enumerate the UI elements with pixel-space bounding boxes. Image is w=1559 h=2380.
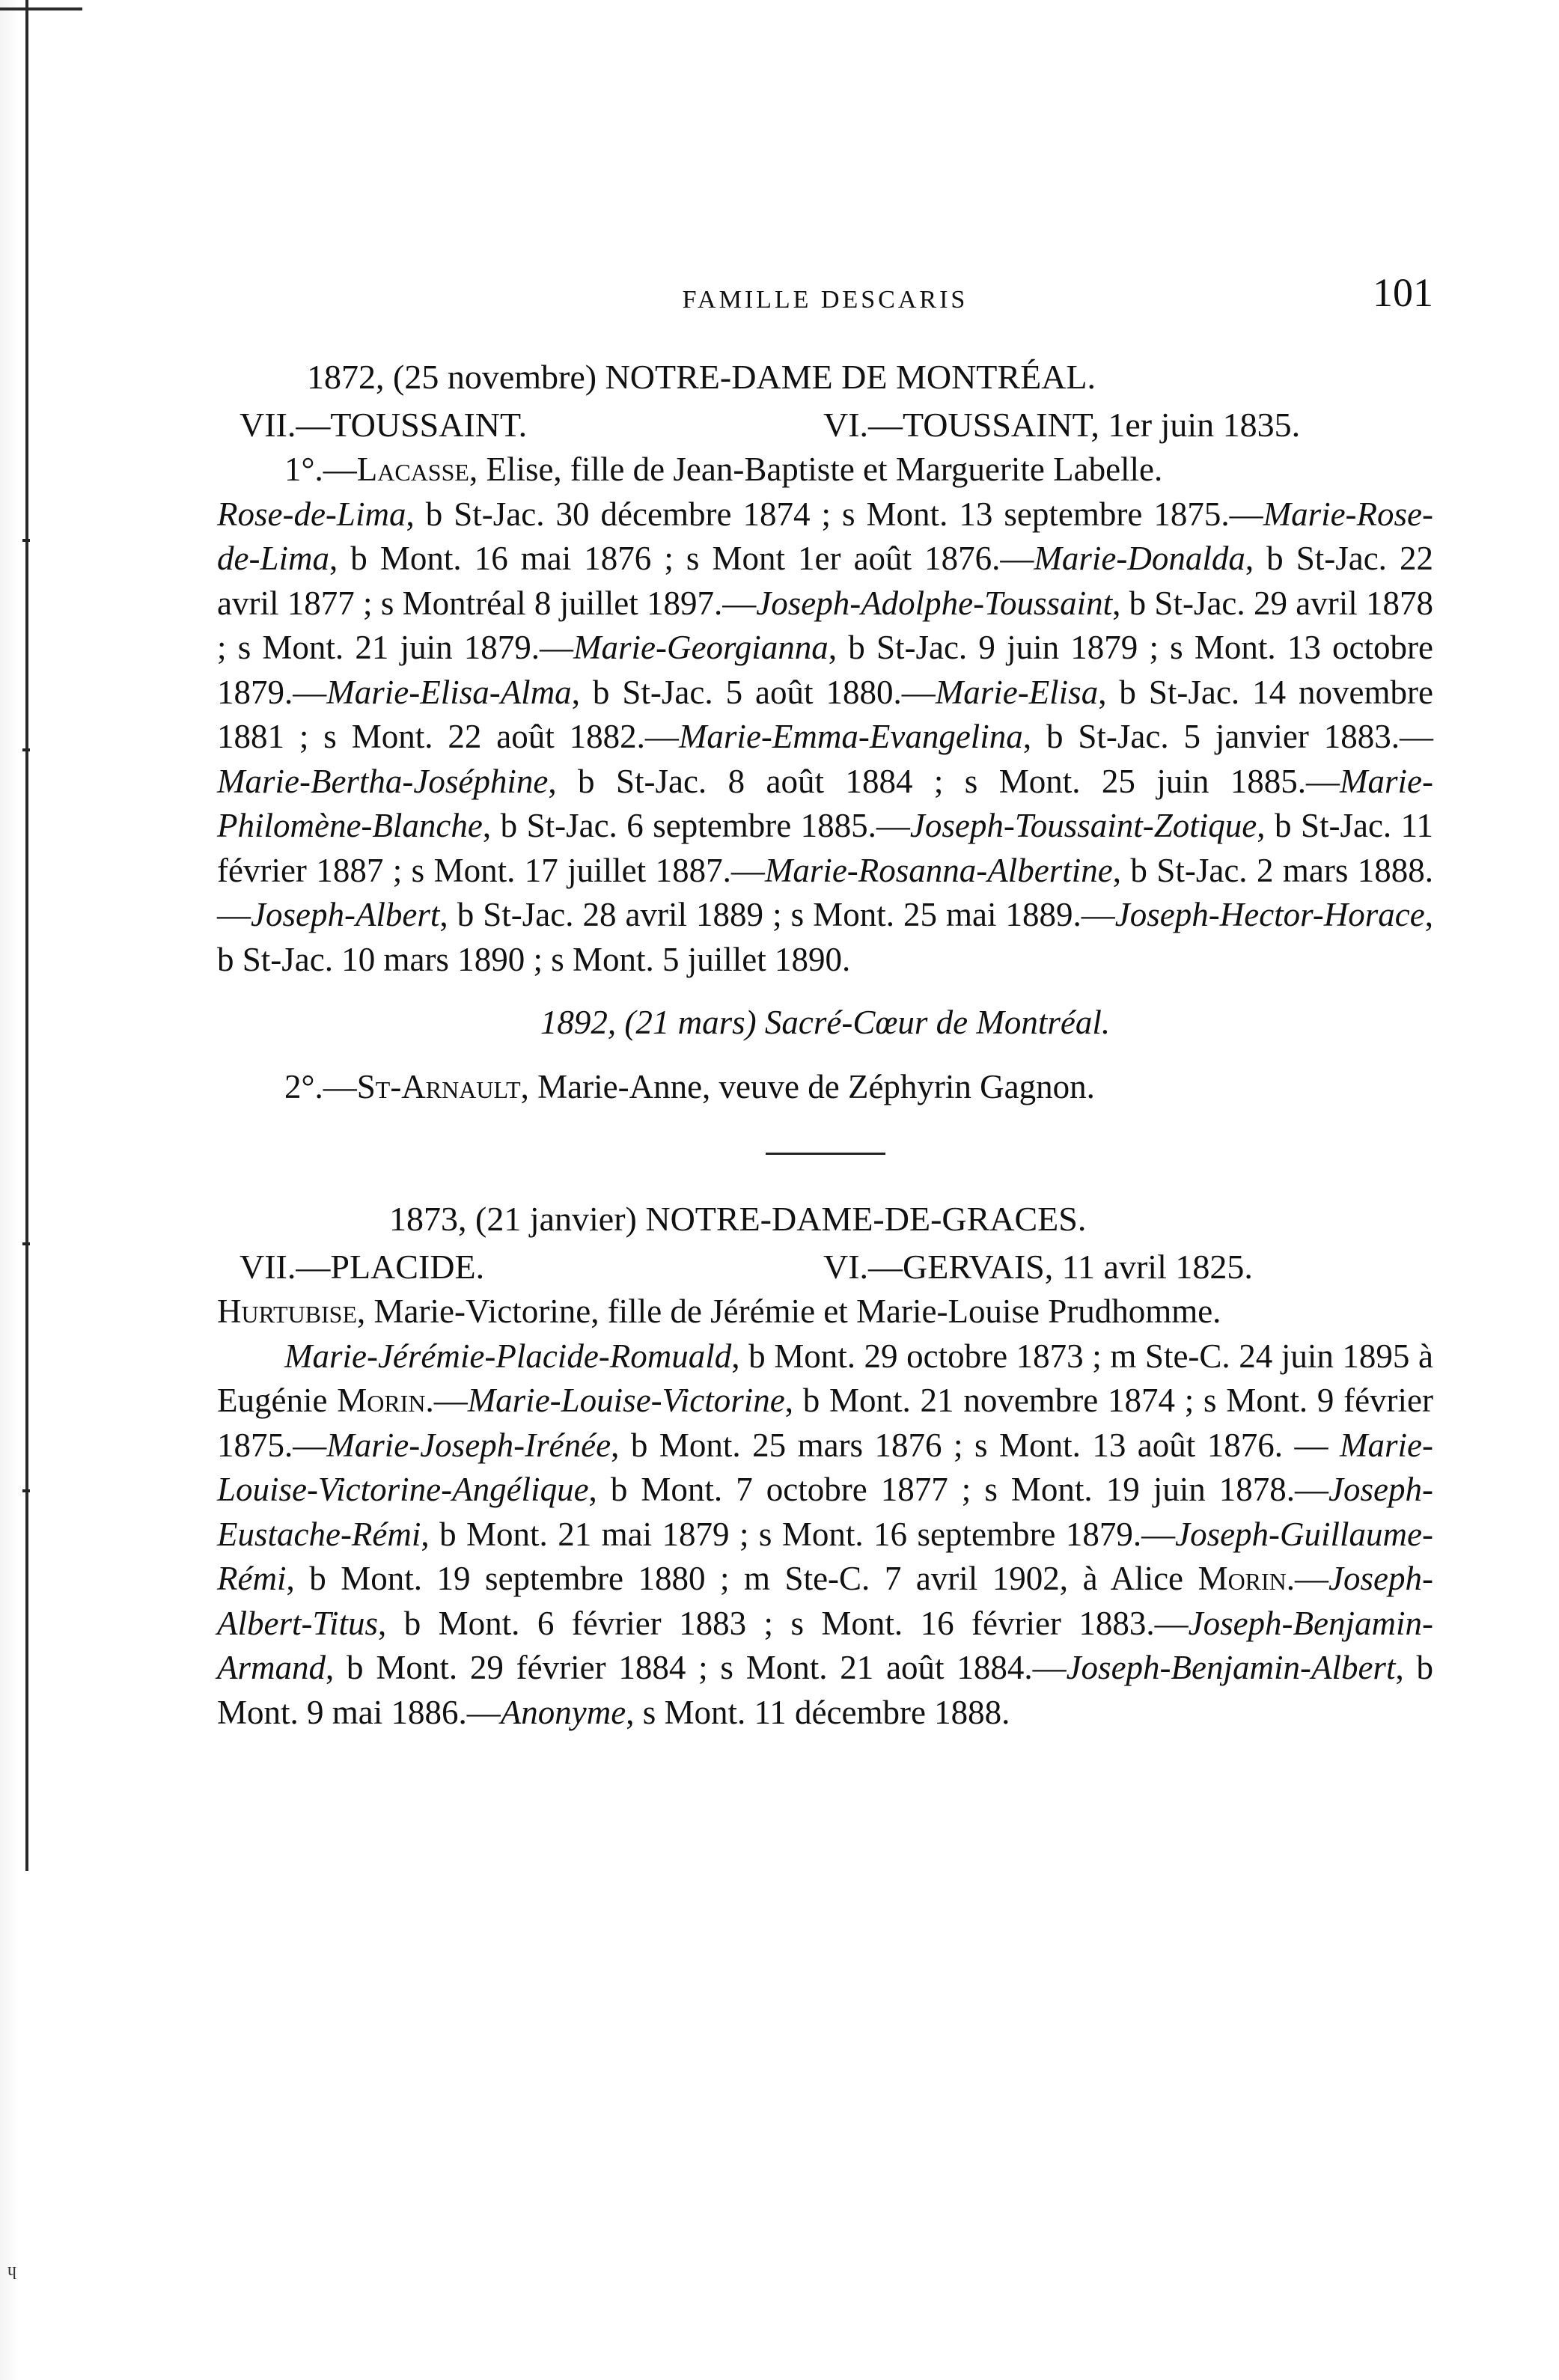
second-spouse [217,1064,1433,1109]
spouse-details: , Marie-Victorine, fille de Jérémie et Marie-Louise Prudhomme. [357,1293,1221,1330]
child-name: Marie-Emma-Evangelina [678,718,1023,755]
second-spouse-details: , Marie-Anne, veuve de Zéphyrin Gagnon. [520,1068,1095,1105]
child-name: Marie-Joseph-Irénée [326,1426,611,1464]
child-name: Marie-Louise-Victorine-Angélique [217,1426,1433,1508]
child-name: Rose-de-Lima [217,495,406,533]
generation-husband: VII.—PLACIDE. [240,1248,485,1286]
page-number: 101 [1373,270,1433,315]
child-details: , b St-Jac. 11 février 1887 ; s Mont. 17 juillet 1887.— [217,807,1433,889]
child-details: , b St-Jac. 5 janvier 1883.— [1022,718,1433,755]
child-name: Marie-Donalda [1034,540,1245,577]
scan-edge-tick [22,1489,30,1492]
generation-line [217,1245,1433,1290]
marriage-heading: 1873, (21 janvier) NOTRE-DAME-DE-GRACES. [389,1200,1087,1238]
scan-edge-tick [22,1242,30,1245]
child-name: Marie-Philomène-Blanche [217,762,1433,844]
child-details: , b St-Jac. 2 mars 1888.— [217,851,1434,933]
child-details: , b St-Jac. 6 septembre 1885.— [482,807,910,844]
child-details: , b St-Jac. 5 août 1880.— [571,673,936,711]
child-name: Joseph-Guillaume-Rémi [217,1515,1433,1597]
child-name: Joseph-Albert [251,896,440,933]
children-entry [217,1334,1433,1736]
child-name: Joseph-Benjamin-Albert [1066,1649,1396,1686]
child-name: Joseph-Benjamin-Armand [217,1604,1433,1686]
spouse-surname: Lacasse [356,451,469,488]
generation-line [217,403,1433,448]
child-details: , b St-Jac. 30 décembre 1874 ; s Mont. 13 septembre 1875.— [406,495,1263,533]
spouse-prefix: 1°.— [284,451,357,488]
child-name: Joseph-Eustache-Rémi [217,1471,1433,1553]
child-name: Marie-Elisa [935,673,1099,711]
child-details: , b St-Jac. 10 mars 1890 ; s Mont. 5 juillet 1890. [217,896,1433,978]
page-header [217,269,1433,329]
child-details: , b Mont. 19 septembre 1880 ; m Ste-C. 7 avril 1902, à Alice [286,1560,1198,1597]
second-spouse-surname: St-Arnault [356,1068,521,1105]
generation-husband: VII.—TOUSSAINT. [240,406,528,444]
scan-edge-line [25,0,28,1871]
child-details: , b Mont. 25 mars 1876 ; s Mont. 13 août 1876. — [611,1426,1340,1464]
scan-edge-mark: ɥ [7,2260,16,2280]
generation-father: VI.—TOUSSAINT, 1er juin 1835. [823,406,1301,444]
child-name: Joseph-Adolphe-Toussaint [756,584,1113,622]
spouse-surname: Morin [337,1382,426,1419]
scan-edge-top-line [0,7,82,10]
generation-father: VI.—GERVAIS, 11 avril 1825. [823,1248,1253,1286]
running-head: FAMILLE DESCARIS [682,286,968,314]
spouse-surname: Morin [1198,1560,1287,1597]
child-name: Anonyme [500,1693,626,1731]
child-details: , b Mont. 7 octobre 1877 ; s Mont. 19 juin 1878.— [588,1471,1329,1508]
book-page [217,269,1433,1735]
child-details: , s Mont. 11 décembre 1888. [626,1693,1010,1731]
child-details: , b Mont. 16 mai 1876 ; s Mont 1er août 1876.— [329,540,1034,577]
child-name: Joseph-Hector-Horace [1114,896,1425,933]
child-details: , b Mont. 9 mai 1886.— [217,1649,1433,1731]
child-details: , b Mont. 6 février 1883 ; s Mont. 16 février 1883.— [378,1604,1189,1642]
child-name: Marie-Rosanna-Albertine [764,851,1113,889]
scan-edge-tick [22,748,30,751]
child-name: Marie-Rose-de-Lima [217,495,1433,577]
child-details: , b St-Jac. 14 novembre 1881 ; s Mont. 22 août 1882.— [217,673,1433,755]
section-divider [766,1153,885,1155]
child-details: .— [425,1382,468,1419]
child-name: Joseph-Toussaint-Zotique [909,807,1257,844]
child-details: , b Mont. 21 mai 1879 ; s Mont. 16 septembre 1879.— [421,1515,1176,1553]
child-details: , b Mont. 21 novembre 1874 ; s Mont. 9 février 1875.— [217,1382,1433,1464]
child-details: , b St-Jac. 22 avril 1877 ; s Montréal 8 juillet 1897.— [217,540,1433,622]
remarriage-line: 1892, (21 mars) Sacré-Cœur de Montréal. [540,1004,1111,1041]
child-details: , b St-Jac. 28 avril 1889 ; s Mont. 25 mai 1889.— [439,896,1115,933]
child-name: Marie-Bertha-Joséphine [217,762,549,800]
scan-edge-tick [22,539,30,542]
child-name: Marie-Jérémie-Placide-Romuald [284,1337,732,1375]
child-details: , b Mont. 29 février 1884 ; s Mont. 21 août 1884.— [326,1649,1067,1686]
child-name: Marie-Louise-Victorine [467,1382,785,1419]
child-details: .— [1286,1560,1329,1597]
child-details: , b St-Jac. 29 avril 1878 ; s Mont. 21 juin 1879.— [217,584,1433,666]
child-name: Joseph-Albert-Titus [217,1560,1433,1642]
child-details: , b St-Jac. 9 juin 1879 ; s Mont. 13 octobre 1879.— [217,629,1433,711]
scan-margin [0,0,19,2380]
second-spouse-prefix: 2°.— [284,1068,357,1105]
spouse-surname: Hurtubise [217,1293,358,1330]
family-entry [217,448,1433,982]
child-name: Marie-Elisa-Alma [326,673,572,711]
child-name: Marie-Georgianna [573,629,829,666]
spouse-entry [217,1290,1433,1334]
marriage-heading: 1872, (25 novembre) NOTRE-DAME DE MONTRÉAL. [307,358,1096,396]
child-details: , b St-Jac. 8 août 1884 ; s Mont. 25 juin 1885.— [548,762,1340,800]
child-details: , b Mont. 29 octobre 1873 ; m Ste-C. 24 juin 1895 à Eugénie [217,1337,1433,1419]
spouse-details: , Elise, fille de Jean-Baptiste et Marguerite Labelle. [469,451,1163,488]
